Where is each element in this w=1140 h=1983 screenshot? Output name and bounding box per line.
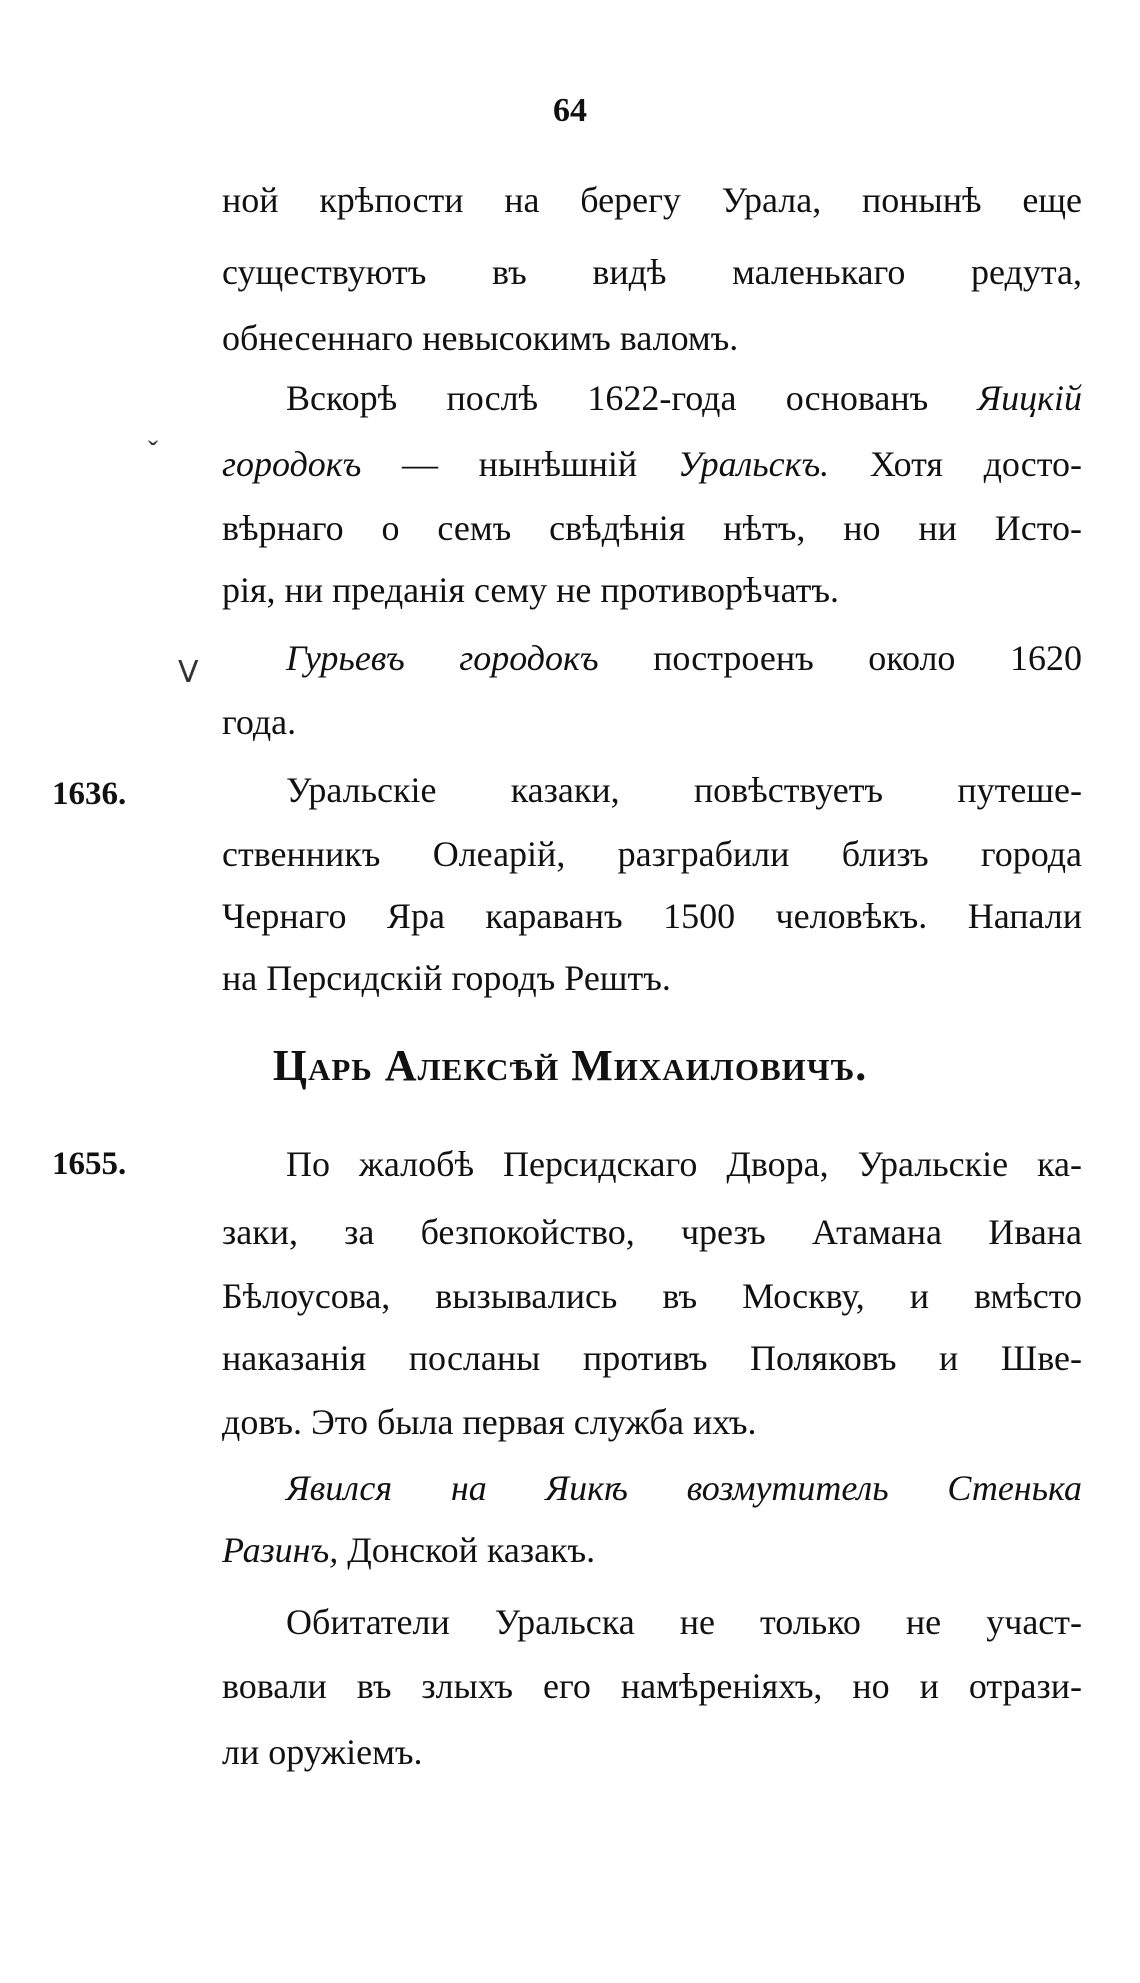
italic-place-name: Гурьевъ городокъ	[286, 638, 599, 678]
text-line: Бѣлоусова, вызывались въ Москву, и вмѣсто	[222, 1276, 1082, 1316]
text-run: — нынѣшній	[401, 444, 638, 484]
text-line: ли оружіемъ.	[222, 1732, 423, 1772]
italic-place-name: Яицкій	[977, 378, 1082, 418]
year-label: 1636.	[52, 776, 127, 812]
text-line: обнесеннаго невысокимъ валомъ.	[222, 318, 739, 358]
text-line: существуютъ въ видѣ маленькаго редута,	[222, 252, 1082, 292]
text-run: Хотя досто-	[869, 444, 1083, 484]
italic-person-name: Разинъ,	[222, 1530, 339, 1570]
text-line: Уральскіе казаки, повѣствуетъ путеше-	[286, 770, 1082, 810]
text-line	[286, 1470, 1082, 1506]
italic-place-name: городокъ	[222, 444, 362, 484]
text-line: вовали въ злыхъ его намѣреніяхъ, но и отрази-	[222, 1666, 1082, 1706]
text-line: Чернаго Яра караванъ 1500 человѣкъ. Напали	[222, 896, 1082, 936]
margin-mark: ˇ	[148, 435, 158, 468]
text-run: Донской казакъ.	[347, 1530, 596, 1570]
margin-mark: ᐯ	[178, 656, 199, 689]
text-line: на Персидскій городъ Рештъ.	[222, 958, 671, 998]
text-line: По жалобѣ Персидскаго Двора, Уральскіе ка-	[286, 1144, 1082, 1184]
year-label: 1655.	[52, 1146, 127, 1182]
text-line: ственникъ Олеарій, разграбили близъ города	[222, 834, 1082, 874]
text-line: вѣрнаго о семъ свѣдѣнія нѣтъ, но ни Исто-	[222, 508, 1082, 548]
text-line: ной крѣпости на берегу Урала, понынѣ еще	[222, 180, 1082, 220]
italic-place-name: Уральскъ.	[677, 444, 830, 484]
text-line: довъ. Это была первая служба ихъ.	[222, 1402, 757, 1442]
text-line	[222, 446, 1082, 482]
text-line	[222, 1532, 1082, 1568]
italic-person-name: Стенька	[947, 1468, 1082, 1508]
text-line	[286, 640, 1082, 676]
text-run: построенъ около 1620	[653, 638, 1082, 678]
text-line: заки, за безпокойство, чрезъ Атамана Ивана	[222, 1212, 1082, 1252]
text-line: рія, ни преданія сему не противорѣчатъ.	[222, 570, 839, 610]
page-number: 64	[553, 92, 587, 129]
italic-text: Явился на Яикѣ возмутитель	[286, 1468, 889, 1508]
text-line	[286, 380, 1082, 416]
text-run: Вскорѣ послѣ 1622-года основанъ	[286, 378, 929, 418]
text-line: года.	[222, 702, 297, 742]
text-line: наказанія посланы противъ Поляковъ и Шве-	[222, 1338, 1082, 1378]
section-heading: Царь Алексѣй Михаиловичъ.	[272, 1041, 868, 1090]
text-line: Обитатели Уральска не только не участ-	[286, 1602, 1082, 1642]
